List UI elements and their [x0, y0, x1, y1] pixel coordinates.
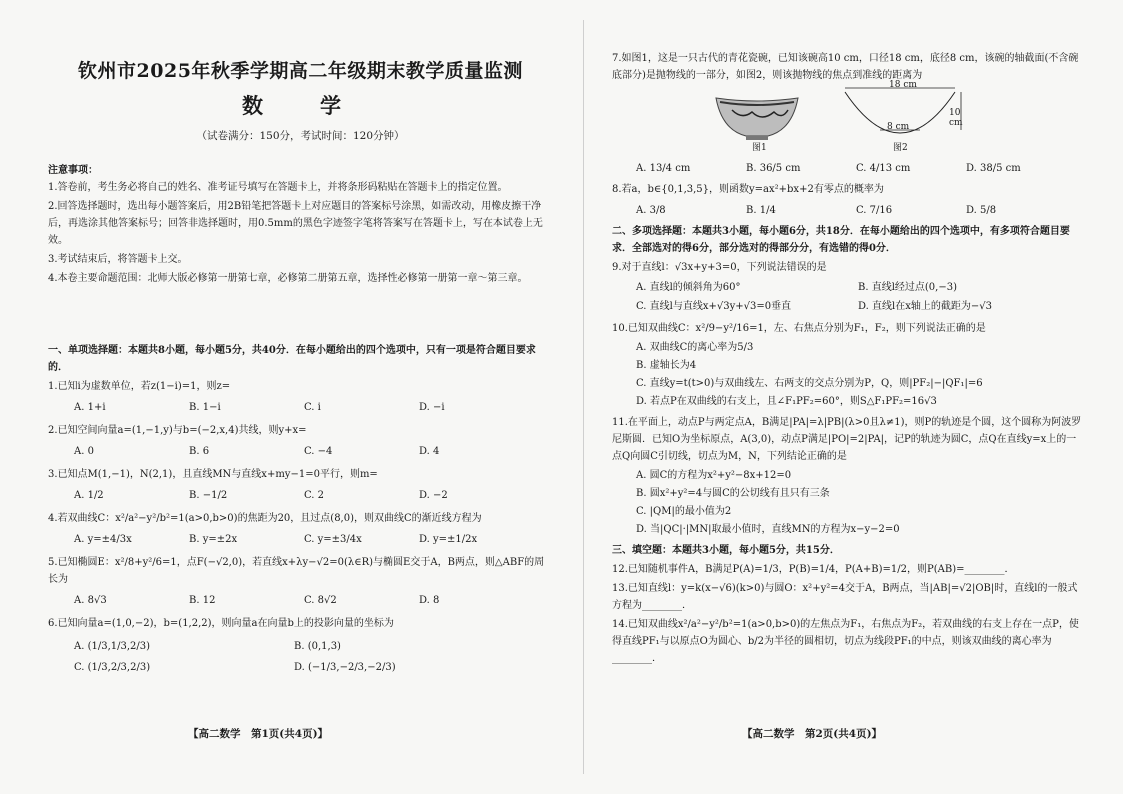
option: C. 直线l与直线x+√3y+√3=0垂直: [636, 301, 792, 312]
question-6-options: [48, 636, 553, 678]
question-14: 14.已知双曲线x²/a²−y²/b²=1(a>0,b>0)的左焦点为F₁，右焦点为F₂，若双曲线的右支上存在一点P，使得直线PF₁与以原点O为圆心、b/2为半径的圆相切，切点为线段PF₁的中点，则该双曲线的离心率为________．: [612, 619, 1079, 664]
option: B. 1/4: [746, 205, 776, 216]
page-footer-right: 【高二数学 第2页(共4页)】: [742, 728, 883, 740]
option: D. −2: [419, 490, 448, 501]
option: B. 虚轴长为4: [636, 360, 697, 371]
question-2-options: [48, 443, 553, 460]
option: C. 直线y=t(t>0)与双曲线左、右两支的交点分别为P，Q，则|PF₂|−|QF₁|=6: [636, 378, 983, 389]
option: C. 2: [304, 490, 325, 501]
option: C. |QM|的最小值为2: [636, 506, 732, 517]
option: B. 36/5 cm: [746, 163, 801, 174]
question-10: 10.已知双曲线C：x²/9−y²/16=1，左、右焦点分别为F₁，F₂，则下列说法正确的是: [612, 323, 986, 334]
question-7-options: [612, 160, 1082, 177]
option: A. 双曲线C的离心率为5/3: [636, 342, 754, 353]
question-9: 9.对于直线l：√3x+y+3=0，下列说法错误的是: [612, 262, 827, 273]
question-5-options: [48, 592, 553, 609]
section-1-heading: 一、单项选择题：本题共8小题，每小题5分，共40分．在每小题给出的四个选项中，只有一项是符合题目要求的．: [48, 345, 536, 373]
option: C. (1/3,2/3,2/3): [74, 662, 151, 673]
option: B. y=±2x: [189, 534, 238, 545]
bowl-photo-figure: [712, 90, 802, 153]
option: B. 1−i: [189, 402, 221, 413]
option: D. 4: [419, 446, 440, 457]
option: D. 当|QC|·|MN|取最小值时，直线MN的方程为x−y−2=0: [636, 524, 900, 535]
note-item: 1.答卷前，考生务必将自己的姓名、准考证号填写在答题卡上，并将条形码粘贴在答题卡上的指定位置。: [48, 182, 508, 193]
option: D. 8: [419, 595, 440, 606]
option: C. i: [304, 402, 321, 413]
notes-heading: 注意事项：: [48, 165, 98, 176]
parabola-cross-section-figure: [837, 82, 967, 154]
option: A. 1+i: [74, 402, 106, 413]
option: A. y=±4/3x: [74, 534, 132, 545]
right-body: [612, 156, 1082, 669]
section-3-heading: 三、填空题：本题共3小题，每小题5分，共15分．: [612, 545, 840, 556]
option: B. 圆x²+y²=4与圆C的公切线有且只有三条: [636, 488, 830, 499]
notes-section: [48, 162, 553, 289]
option: C. y=±3/4x: [304, 534, 362, 545]
option: D. y=±1/2x: [419, 534, 478, 545]
option: D. (−1/3,−2/3,−2/3): [294, 662, 396, 673]
section-1: [48, 342, 553, 684]
page-footer-left: 【高二数学 第1页(共4页)】: [188, 728, 329, 740]
option: D. −i: [419, 402, 445, 413]
option: A. 3/8: [636, 205, 666, 216]
question-4: 4.若双曲线C：x²/a²−y²/b²=1(a>0,b>0)的焦距为20，且过点(8,0)，则双曲线C的渐近线方程为: [48, 513, 482, 524]
left-page: [48, 0, 553, 794]
exam-title: 钦州市2025年秋季学期高二年级期末教学质量监测: [78, 60, 523, 82]
option: B. 6: [189, 446, 210, 457]
option: C. 7/16: [856, 205, 893, 216]
option: A. 直线l的倾斜角为60°: [636, 282, 741, 293]
page-divider: [583, 20, 584, 774]
question-7: [612, 50, 1082, 86]
dimension-side: 10 cm: [949, 108, 963, 128]
question-13: 13.已知直线l：y=k(x−√6)(k>0)与圆O：x²+y²=4交于A，B两点，当|AB|=√2|OB|时，直线l的一般式方程为________．: [612, 583, 1078, 611]
option: B. 直线l经过点(0,−3): [858, 282, 957, 293]
option: D. 直线l在x轴上的截距为−√3: [858, 301, 992, 312]
subject-heading: 数 学: [242, 93, 359, 118]
option: C. 4/13 cm: [856, 163, 911, 174]
question-12: 12.已知随机事件A，B满足P(A)=1/3，P(B)=1/4，P(A+B)=1/2，则P(AB)=________．: [612, 564, 1015, 575]
question-3: 3.已知点M(1,−1)，N(2,1)，且直线MN与直线x+my−1=0平行，则m=: [48, 469, 378, 480]
question-8: 8.若a，b∈{0,1,3,5}，则函数y=ax²+bx+2有零点的概率为: [612, 184, 884, 195]
option: D. 5/8: [966, 205, 997, 216]
option: A. (1/3,1/3,2/3): [74, 641, 151, 652]
option: C. −4: [304, 446, 333, 457]
question-11-options: [612, 467, 1082, 538]
exam-info: （试卷满分：150分，考试时间：120分钟）: [196, 130, 405, 142]
option: B. (0,1,3): [294, 641, 341, 652]
note-item: 3.考试结束后，将答题卡上交。: [48, 254, 188, 265]
dimension-top: 18 cm: [889, 80, 917, 90]
question-2: 2.已知空间向量a=(1,−1,y)与b=(−2,x,4)共线，则y+x=: [48, 425, 307, 436]
right-page: [612, 0, 1082, 794]
question-7-stem: 7.如图1，这是一只古代的青花瓷碗，已知该碗高10 cm，口径18 cm，底径8 cm，该碗的轴截面(不含碗底部分)是抛物线的一部分，如图2，则该抛物线的焦点到准线的距离为: [612, 53, 1079, 81]
option: A. 8√3: [74, 595, 107, 606]
option: C. 8√2: [304, 595, 337, 606]
note-item: 2.回答选择题时，选出每小题答案后，用2B铅笔把答题卡上对应题目的答案标号涂黑，如需改动，用橡皮擦干净后，再选涂其他答案标号；回答非选择题时，用0.5mm的黑色字迹签字笔将答案写在答题卡上，写在本试卷上无效。: [48, 201, 543, 246]
option: B. −1/2: [189, 490, 228, 501]
option: D. 若点P在双曲线的右支上，且∠F₁PF₂=60°，则S△F₁PF₂=16√3: [636, 396, 937, 407]
question-3-options: [48, 487, 553, 504]
option: A. 1/2: [74, 490, 104, 501]
question-5: 5.已知椭圆E：x²/8+y²/6=1，点F(−√2,0)，若直线x+λy−√2=0(λ∈R)与椭圆E交于A，B两点，则△ABF的周长为: [48, 557, 545, 585]
question-6: 6.已知向量a=(1,0,−2)，b=(1,2,2)，则向量a在向量b上的投影向量的坐标为: [48, 618, 394, 629]
option: A. 圆C的方程为x²+y²−8x+12=0: [636, 470, 792, 481]
question-4-options: [48, 531, 553, 548]
question-10-options: [612, 339, 1082, 410]
question-8-options: [612, 202, 1082, 219]
section-2-heading: 二、多项选择题：本题共3小题，每小题6分，共18分．在每小题给出的四个选项中，有多项符合题目要求．全部选对的得6分，部分选对的得部分分，有选错的得0分．: [612, 226, 1070, 254]
dimension-bottom: 8 cm: [887, 122, 910, 132]
option: A. 13/4 cm: [636, 163, 691, 174]
question-11: 11.在平面上，动点P与两定点A，B满足|PA|=λ|PB|(λ>0且λ≠1)，则P的轨迹是个圆，这个圆称为阿波罗尼斯圆．已知O为坐标原点，A(3,0)，动点P满足|PO|=2|PA|，记P的轨迹为圆C，点Q在直线y=x上的一点Q向圆C引切线，切点为M，N，下列结论正确的是: [612, 417, 1082, 462]
figure-1-caption: 图1: [752, 143, 767, 153]
question-1-options: [48, 399, 553, 416]
option: A. 0: [74, 446, 94, 457]
option: B. 12: [189, 595, 216, 606]
question-1: 1.已知i为虚数单位，若z(1−i)=1，则z=: [48, 381, 231, 392]
option: D. 38/5 cm: [966, 163, 1021, 174]
question-9-options: [612, 278, 1082, 316]
figure-2-caption: 图2: [893, 143, 908, 153]
note-item: 4.本卷主要命题范围：北师大版必修第一册第七章，必修第二册第五章，选择性必修第一册第一章～第三章。: [48, 273, 528, 284]
